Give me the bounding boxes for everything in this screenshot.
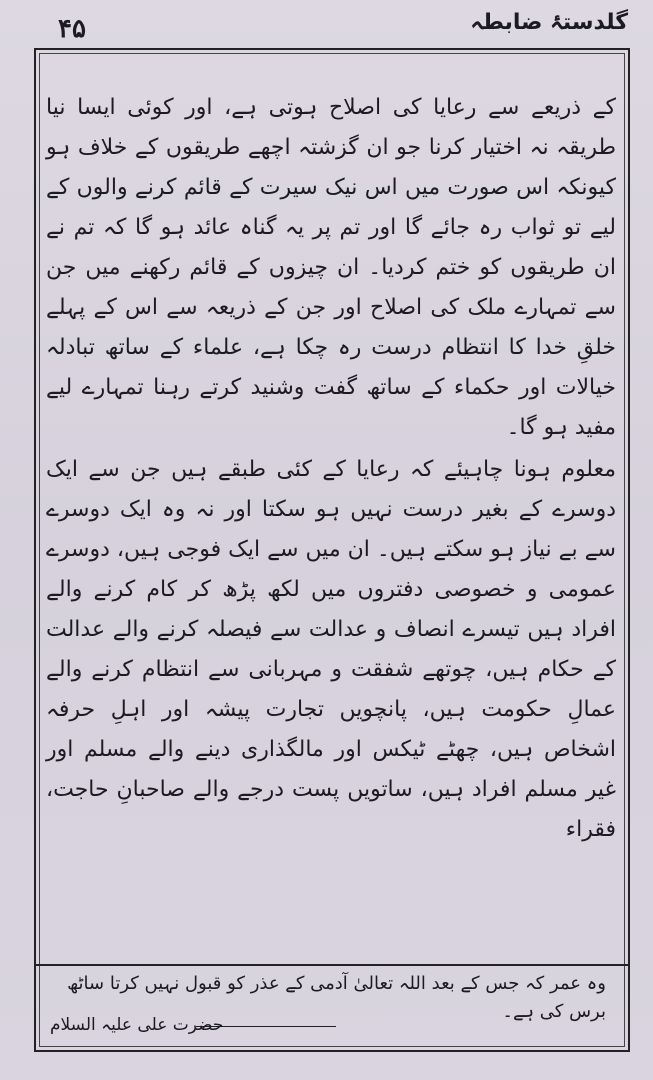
- page-number: ۴۵: [58, 14, 86, 44]
- paragraph-1: کے ذریعے سے رعایا کی اصلاح ہوتی ہے، اور کوئی ایسا نیا طریقہ نہ اختیار کرنا جو ان گزشتہ اچھے طریقوں کے خلاف ہو کیونکہ اس صورت میں اس نیک سیرت کے قائم کرنے والوں کے لیے تو ثواب رہ جائے گا اور تم پر یہ گناہ عائد ہو گا کہ تم نے ان طریقوں کو ختم کردیا۔ ان چیزوں کے قائم رکھنے میں جن سے تمہارے ملک کی اصلاح اور جن کے ذریعہ سے اس کے پہلے خلقِ خدا کا انتظام درست رہ چکا ہے، علماء کے ساتھ تبادلہ خیالات اور حکماء کے ساتھ گفت وشنید کرتے رہنا تمہارے لیے مفید ہو گا۔: [46, 95, 616, 440]
- footer-divider: [34, 964, 630, 966]
- footer-quote: وہ عمر کہ جس کے بعد اللہ تعالیٰ آدمی کے عذر کو قبول نہیں کرتا ساٹھ برس کی ہے۔: [67, 973, 606, 1022]
- footer-attribution: حضرت علی علیہ السلام: [50, 1015, 224, 1035]
- page-header: [36, 8, 632, 48]
- body-text: [46, 88, 616, 958]
- running-head: گلدستۂ ضابطہ: [470, 10, 628, 35]
- footer-quote-box: [46, 968, 616, 1048]
- paragraph-2: معلوم ہونا چاہیئے کہ رعایا کے کئی طبقے ہیں جن سے ایک دوسرے کے بغیر درست نہیں ہو سکتا اور نہ وہ ایک دوسرے سے بے نیاز ہو سکتے ہیں۔ ان میں سے ایک فوجی ہیں، دوسرے عمومی و خصوصی دفتروں میں لکھ پڑھ کر کام کرنے والے افراد ہیں تیسرے انصاف و عدالت سے فیصلہ کرنے والے عدالت کے حکام ہیں، چوتھے شفقت و مہربانی سے انتظام کرنے والے عمالِ حکومت ہیں، پانچویں تجارت پیشہ اور اہلِ حرفہ اشخاص ہیں، چھٹے ٹیکس اور مالگذاری دینے والے مسلم اور غیر مسلم افراد ہیں، ساتویں پست درجے والے صاحبانِ حاجت، فقراء: [46, 457, 616, 842]
